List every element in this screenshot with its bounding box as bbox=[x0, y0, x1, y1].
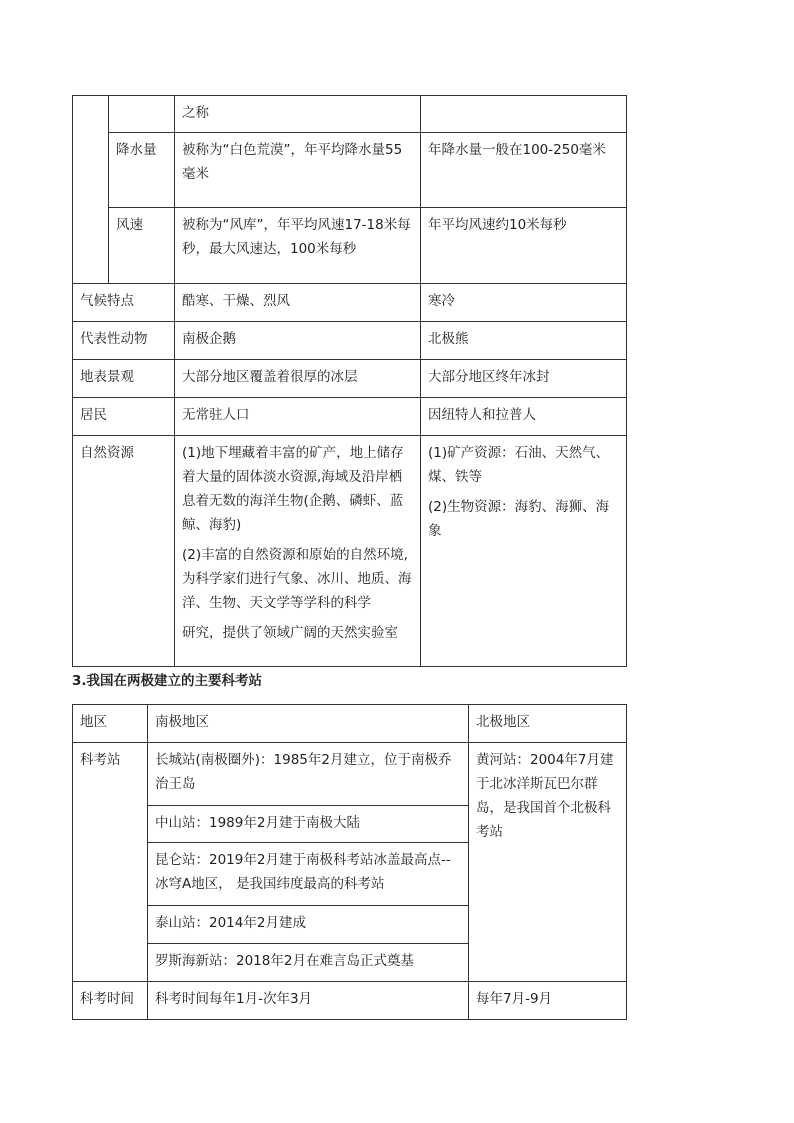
table-row bbox=[73, 284, 627, 322]
north-cell: 每年7月-9月 bbox=[469, 982, 627, 1020]
table-row bbox=[73, 743, 627, 806]
paragraph: (1)矿产资源：石油、天然气、煤、铁等 bbox=[428, 445, 610, 485]
south-cell: 之称 bbox=[175, 96, 421, 133]
south-cell: 被称为“风库”，年平均风速17-18米每秒，最大风速达，100米每秒 bbox=[175, 208, 421, 284]
section-heading: 3.我国在两极建立的主要科考站 bbox=[72, 673, 263, 689]
header-cell: 南极地区 bbox=[148, 705, 469, 743]
table-header-row bbox=[73, 705, 627, 743]
south-cell: 被称为“白色荒漠”，年平均降水量55毫米 bbox=[175, 133, 421, 208]
header-cell: 北极地区 bbox=[469, 705, 627, 743]
south-resources-cell bbox=[175, 436, 421, 667]
north-cell: 寒冷 bbox=[421, 284, 627, 322]
row-label: 科考时间 bbox=[73, 982, 148, 1020]
paragraph: (1)地下埋藏着丰富的矿产，地上储存着大量的固体淡水资源,海域及沿岸栖息着无数的海洋生物(企鹅、磷虾、蓝鲸、海豹) bbox=[182, 445, 404, 533]
south-cell: 酷寒、干燥、烈风 bbox=[175, 284, 421, 322]
row-label: 居民 bbox=[73, 398, 175, 436]
south-cell: 科考时间每年1月-次年3月 bbox=[148, 982, 469, 1020]
south-cell: 南极企鹅 bbox=[175, 322, 421, 360]
row-label: 地表景观 bbox=[73, 360, 175, 398]
paragraph: (2)生物资源：海豹、海狮、海象 bbox=[428, 499, 610, 539]
row-sublabel: 风速 bbox=[109, 208, 175, 284]
row-label: 自然资源 bbox=[73, 436, 175, 667]
table-row bbox=[73, 398, 627, 436]
table-row bbox=[73, 208, 627, 284]
row-label: 代表性动物 bbox=[73, 322, 175, 360]
north-cell: 北极熊 bbox=[421, 322, 627, 360]
row-sublabel bbox=[109, 96, 175, 133]
table-row bbox=[73, 96, 627, 133]
south-station-cell: 中山站：1989年2月建于南极大陆 bbox=[148, 806, 469, 843]
merged-label-cell bbox=[73, 96, 109, 284]
south-cell: 大部分地区覆盖着很厚的冰层 bbox=[175, 360, 421, 398]
north-cell: 年降水量一般在100-250毫米 bbox=[421, 133, 627, 208]
north-resources-cell bbox=[421, 436, 627, 667]
research-stations-table bbox=[72, 704, 627, 1020]
table-row bbox=[73, 436, 627, 667]
row-sublabel: 降水量 bbox=[109, 133, 175, 208]
row-label: 气候特点 bbox=[73, 284, 175, 322]
table-row bbox=[73, 982, 627, 1020]
table-row bbox=[73, 360, 627, 398]
north-cell: 因纽特人和拉普人 bbox=[421, 398, 627, 436]
north-cell: 年平均风速约10米每秒 bbox=[421, 208, 627, 284]
header-cell: 地区 bbox=[73, 705, 148, 743]
south-station-cell: 泰山站：2014年2月建成 bbox=[148, 906, 469, 944]
north-cell bbox=[421, 96, 627, 133]
north-cell: 大部分地区终年冰封 bbox=[421, 360, 627, 398]
south-station-cell: 长城站(南极圈外)：1985年2月建立，位于南极乔治王岛 bbox=[148, 743, 469, 806]
row-label: 科考站 bbox=[73, 743, 148, 982]
table-row bbox=[73, 322, 627, 360]
polar-comparison-table bbox=[72, 95, 627, 667]
paragraph: 研究，提供了领域广阔的天然实验室 bbox=[182, 625, 398, 641]
table-row bbox=[73, 133, 627, 208]
south-station-cell: 罗斯海新站：2018年2月在难言岛正式奠基 bbox=[148, 944, 469, 982]
south-station-cell: 昆仑站：2019年2月建于南极科考站冰盖最高点--冰穹A地区， 是我国纬度最高的科考站 bbox=[148, 843, 469, 906]
south-cell: 无常驻人口 bbox=[175, 398, 421, 436]
paragraph: (2)丰富的自然资源和原始的自然环境,为科学家们进行气象、冰川、地质、海洋、生物、天文学等学科的科学 bbox=[182, 547, 412, 611]
north-station-cell: 黄河站：2004年7月建于北冰洋斯瓦巴尔群岛，是我国首个北极科考站 bbox=[469, 743, 627, 982]
